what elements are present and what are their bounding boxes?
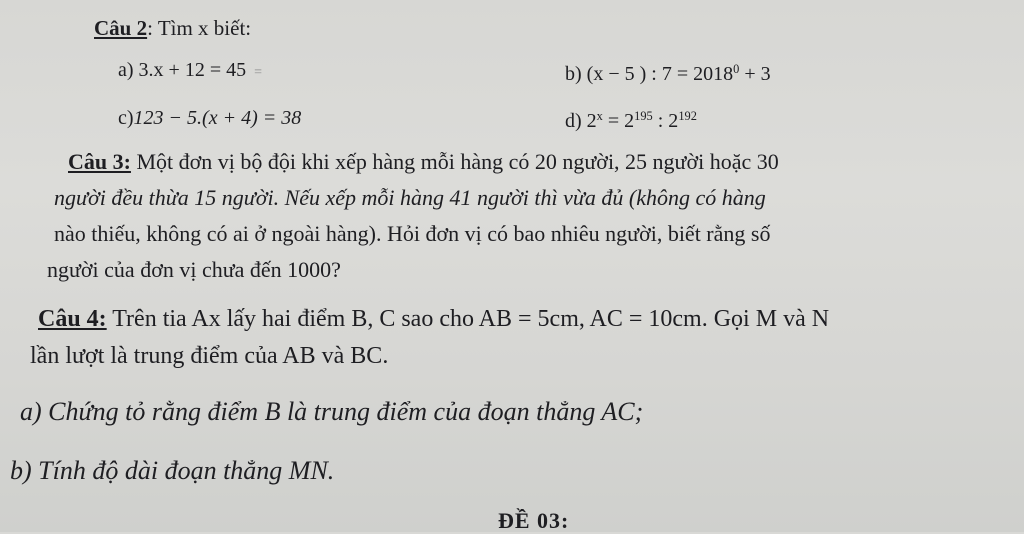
pencil-mark: =	[254, 65, 263, 80]
question-2-part-d-pre: d) 2	[565, 109, 597, 132]
question-2-heading	[94, 16, 251, 41]
question-4-part-b: b) Tính độ dài đoạn thẳng MN.	[10, 456, 335, 485]
question-2-title: : Tìm x biết:	[147, 16, 252, 40]
question-2-part-b-post: + 3	[739, 62, 771, 85]
question-2-part-d-exp-195: 195	[634, 109, 653, 123]
question-3-line-3: nào thiếu, không có ai ở ngoài hàng). Hỏi đơn vị có bao nhiêu người, biết rằng số	[54, 221, 771, 246]
question-4-part-a: a) Chứng tỏ rằng điểm B là trung điểm của đoạn thẳng AC;	[20, 397, 644, 426]
question-4-label: Câu 4:	[38, 306, 107, 332]
question-2-part-d-exp-192: 192	[678, 109, 697, 123]
question-3-line-4: người của đơn vị chưa đến 1000?	[47, 257, 341, 282]
question-2-part-b-pre: b) (x − 5 ) : 7 = 2018	[565, 62, 734, 85]
question-4-line-1	[38, 306, 829, 333]
next-exam-heading: ĐỀ 03:	[498, 508, 570, 533]
question-4-line-2: lần lượt là trung điểm của AB và BC.	[30, 343, 389, 369]
question-2-part-d-exp-x: x	[596, 109, 603, 123]
question-2-part-c-label: c)	[118, 107, 134, 129]
question-2-part-d-mid2: : 2	[652, 109, 679, 132]
question-2-label: Câu 2	[94, 16, 148, 40]
question-4-line-1-text: Trên tia Ax lấy hai điểm B, C sao cho AB = 5cm, AC = 10cm. Gọi M và N	[106, 306, 830, 332]
question-3-label: Câu 3:	[68, 149, 131, 174]
question-2-part-a-text: a) 3.x + 12 = 45	[118, 59, 247, 81]
question-3-line-1-text: Một đơn vị bộ đội khi xếp hàng mỗi hàng có 20 người, 25 người hoặc 30	[130, 149, 779, 174]
question-2-part-d	[565, 109, 697, 133]
question-2-part-a	[118, 59, 262, 82]
question-3-line-1	[68, 149, 779, 175]
question-2-part-d-mid: = 2	[602, 109, 635, 132]
question-2-part-b-exponent: 0	[733, 62, 740, 76]
question-2-part-c	[118, 107, 301, 130]
question-2-part-c-expr: 123 − 5.(x + 4) = 38	[133, 107, 302, 129]
question-2-part-b	[565, 62, 771, 86]
question-3-line-2: người đều thừa 15 người. Nếu xếp mỗi hàng 41 người thì vừa đủ (không có hàng	[54, 185, 766, 210]
